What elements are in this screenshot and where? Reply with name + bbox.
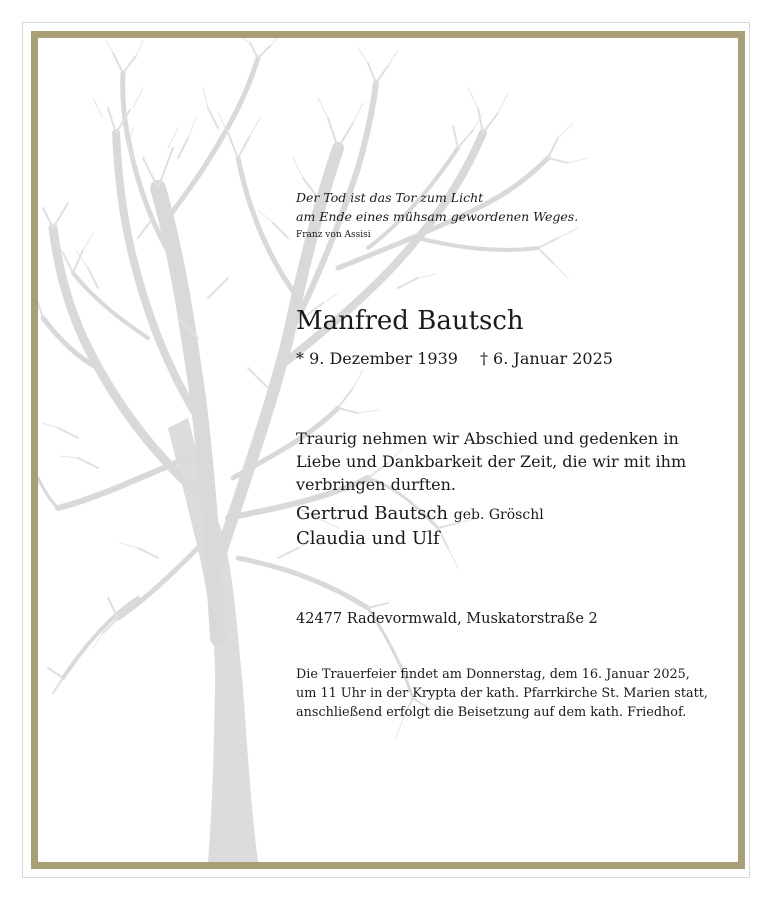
life-dates <box>296 349 613 368</box>
deceased-name: Manfred Bautsch <box>296 306 524 336</box>
service-line: um 11 Uhr in der Krypta der kath. Pfarrkirche St. Marien statt, <box>296 686 708 701</box>
quote-line-1: Der Tod ist das Tor zum Licht <box>296 190 484 205</box>
farewell-line: verbringen durften. <box>296 475 456 494</box>
farewell-message <box>296 427 686 496</box>
death-date: † 6. Januar 2025 <box>479 349 613 368</box>
farewell-line: Traurig nehmen wir Abschied und gedenken in <box>296 429 679 448</box>
service-info <box>296 665 708 722</box>
quote-author: Franz von Assisi <box>296 230 371 240</box>
birth-date: * 9. Dezember 1939 <box>296 349 458 368</box>
service-line: anschließend erfolgt die Beisetzung auf dem kath. Friedhof. <box>296 705 687 720</box>
quote-line-2: am Ende eines mühsam gewordenen Weges. <box>296 209 579 224</box>
obituary-frame <box>31 31 745 869</box>
maiden-name: geb. Gröschl <box>453 507 544 523</box>
address: 42477 Radevormwald, Muskatorstraße 2 <box>296 611 598 627</box>
mourner-line-2: Claudia und Ulf <box>296 528 440 549</box>
mourner-name: Gertrud Bautsch <box>296 503 449 524</box>
mourner-line-1 <box>296 503 544 524</box>
farewell-line: Liebe und Dankbarkeit der Zeit, die wir mit ihm <box>296 452 687 471</box>
service-line: Die Trauerfeier findet am Donnerstag, dem 16. Januar 2025, <box>296 667 690 682</box>
